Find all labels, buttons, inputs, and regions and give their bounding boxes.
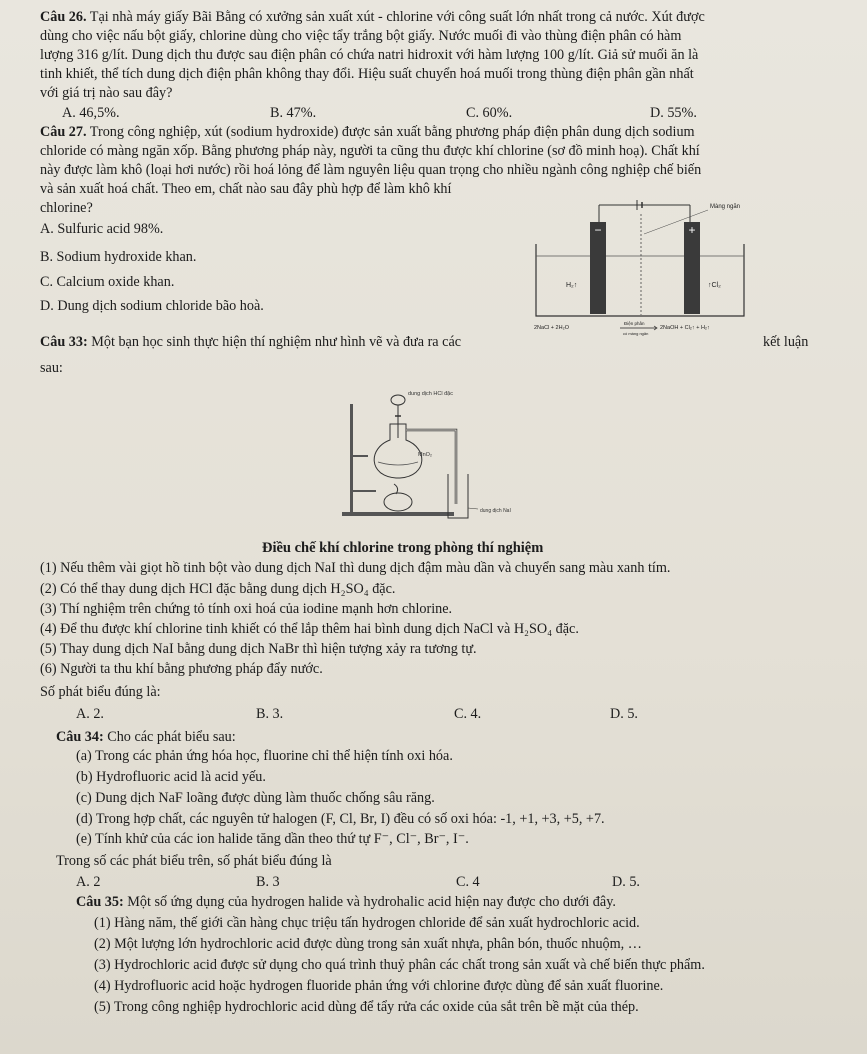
q35-statement-5: (5) Trong công nghiệp hydrochloric acid dùng để tẩy rửa các oxide của sắt trên bề mặt của thép.: [94, 999, 639, 1015]
q27-line-5: chlorine?: [40, 200, 93, 216]
q34-statement-c: (c) Dung dịch NaF loãng được dùng làm thuốc chống sâu răng.: [76, 790, 435, 806]
equation-right: 2NaOH + Cl₂↑ + H₂↑: [660, 325, 710, 331]
q27-line-1: Câu 27. Trong công nghiệp, xút (sodium hydroxide) được sản xuất bằng phương pháp điện phân dung dịch sodium: [40, 124, 695, 140]
q26-line-4: tinh khiết, thể tích dung dịch điện phân không thay đổi. Hiệu suất chuyển hoá muối trong thùng điện phân gần nhất: [40, 66, 694, 82]
equation-left: 2NaCl + 2H₂O: [534, 325, 569, 331]
q34-statement-d: (d) Trong hợp chất, các nguyên tử halogen (F, Cl, Br, I) đều có số oxi hóa: -1, +1, +3, +5, +7.: [76, 811, 605, 827]
q35-statement-3: (3) Hydrochloric acid được sử dụng cho quá trình thuỷ phân các chất trong sản xuất và chế biến thực phẩm.: [94, 957, 705, 973]
q33-statement-2: (2) Có thể thay dung dịch HCl đặc bằng dung dịch H₂SO₄ đặc.: [40, 581, 396, 597]
q35-statement-2: (2) Một lượng lớn hydrochloric acid được dùng trong sản xuất nhựa, phân bón, thuốc nhuộm, …: [94, 936, 642, 952]
q27-option-d: D. Dung dịch sodium chloride bão hoà.: [40, 298, 264, 314]
q33-statement-4: (4) Để thu được khí chlorine tinh khiết có thể lắp thêm hai bình dung dịch NaCl và H₂SO₄ đặc.: [40, 621, 579, 637]
q33-line-1-tail: kết luận: [763, 334, 809, 350]
label-nai: dung dịch NaI: [480, 508, 511, 514]
equation-arrow-top: Điện phân: [624, 321, 645, 326]
q26-option-a: A. 46,5%.: [62, 105, 120, 121]
q35-statement-4: (4) Hydrofluoric acid hoặc hydrogen fluoride phản ứng với chlorine được dùng để sản xuất fluorine.: [94, 978, 664, 994]
membrane-label: Màng ngăn: [710, 204, 741, 210]
q34-statement-e: (e) Tính khử của các ion halide tăng dần theo thứ tự F⁻, Cl⁻, Br⁻, I⁻.: [76, 831, 469, 847]
q27-option-a: A. Sulfuric acid 98%.: [40, 221, 164, 237]
equation-arrow-bottom: có màng ngăn: [623, 331, 649, 336]
electrolysis-diagram: [532, 194, 758, 346]
q35-title: Câu 35: Một số ứng dụng của hydrogen halide và hydrohalic acid hiện nay được cho dưới đây.: [76, 894, 616, 910]
cl2-label: ↑Cl₂: [708, 282, 721, 289]
q26-line-3: lượng 316 g/lít. Dung dịch thu được sau điện phân có chứa natri hidroxit với hàm lượng 100 g/lít. Giả sử muối ăn là: [40, 47, 699, 63]
q33-question: Số phát biểu đúng là:: [40, 684, 161, 700]
q34-option-b: B. 3: [256, 874, 280, 890]
q34-statement-a: (a) Trong các phản ứng hóa học, fluorine chỉ thể hiện tính oxi hóa.: [76, 748, 453, 764]
q33-line-2: sau:: [40, 360, 63, 376]
label-hcl: dung dịch HCl đặc: [408, 391, 453, 397]
q34-option-d: D. 5.: [612, 874, 640, 890]
anode-sign: +: [688, 223, 696, 237]
label-mno2: MnO₂: [418, 452, 433, 458]
q27-line-3: này được làm khô (loại hơi nước) rồi hoá lỏng để làm nguyên liệu quan trọng cho nhiều ngành công nghiệp chế biến: [40, 162, 702, 178]
q33-option-c: C. 4.: [454, 706, 482, 722]
chlorine-lab-apparatus: [328, 386, 548, 522]
q33-statement-5: (5) Thay dung dịch NaI bằng dung dịch NaBr thì hiện tượng xảy ra tương tự.: [40, 641, 477, 657]
q26-option-b: B. 47%.: [270, 105, 317, 121]
q27-option-c: C. Calcium oxide khan.: [40, 274, 175, 290]
q34-title: Câu 34: Cho các phát biểu sau:: [56, 729, 236, 745]
q33-option-a: A. 2.: [76, 706, 104, 722]
figure-caption: Điều chế khí chlorine trong phòng thí nghiệm: [262, 540, 544, 556]
q33-option-d: D. 5.: [610, 706, 638, 722]
q33-option-b: B. 3.: [256, 706, 284, 722]
q26-line-1: Câu 26. Tại nhà máy giấy Bãi Bằng có xưởng sản xuất xút - chlorine với công suất lớn nhất trong cả nước. Xút được: [40, 9, 705, 25]
q27-option-b: B. Sodium hydroxide khan.: [40, 249, 197, 265]
h2-label: H₂↑: [566, 282, 578, 289]
q26-option-d: D. 55%.: [650, 105, 697, 121]
q34-option-a: A. 2: [76, 874, 101, 890]
q26-line-2: dùng cho việc nấu bột giấy, chlorine dùng cho việc tẩy trắng bột giấy. Nước muối đi vào thùng điện phân có hàm: [40, 28, 682, 44]
cathode-sign: −: [594, 223, 602, 237]
q33-statement-6: (6) Người ta thu khí bằng phương pháp đẩy nước.: [40, 661, 323, 677]
q27-line-2: chloride có màng ngăn xốp. Bằng phương pháp này, người ta cũng thu được khí chlorine (sơ đồ minh hoạ). Chất khí: [40, 143, 700, 159]
q34-option-c: C. 4: [456, 874, 480, 890]
q33-line-1: Câu 33: Một bạn học sinh thực hiện thí nghiệm như hình vẽ và đưa ra các: [40, 334, 462, 350]
q34-question: Trong số các phát biểu trên, số phát biểu đúng là: [56, 853, 332, 869]
q27-line-4: và sản xuất hoá chất. Theo em, chất nào sau đây phù hợp để làm khô khí: [40, 181, 452, 197]
q33-statement-1: (1) Nếu thêm vài giọt hồ tinh bột vào dung dịch NaI thì dung dịch đậm màu dần và chuyển sang màu xanh tím.: [40, 560, 671, 576]
q26-line-5: với giá trị nào sau đây?: [40, 85, 173, 101]
q34-statement-b: (b) Hydrofluoric acid là acid yếu.: [76, 769, 266, 785]
q35-statement-1: (1) Hàng năm, thế giới cần hàng chục triệu tấn hydrogen chloride để sản xuất hydrochloric acid.: [94, 915, 640, 931]
q33-statement-3: (3) Thí nghiệm trên chứng tỏ tính oxi hoá của iodine mạnh hơn chlorine.: [40, 601, 453, 617]
q26-option-c: C. 60%.: [466, 105, 513, 121]
